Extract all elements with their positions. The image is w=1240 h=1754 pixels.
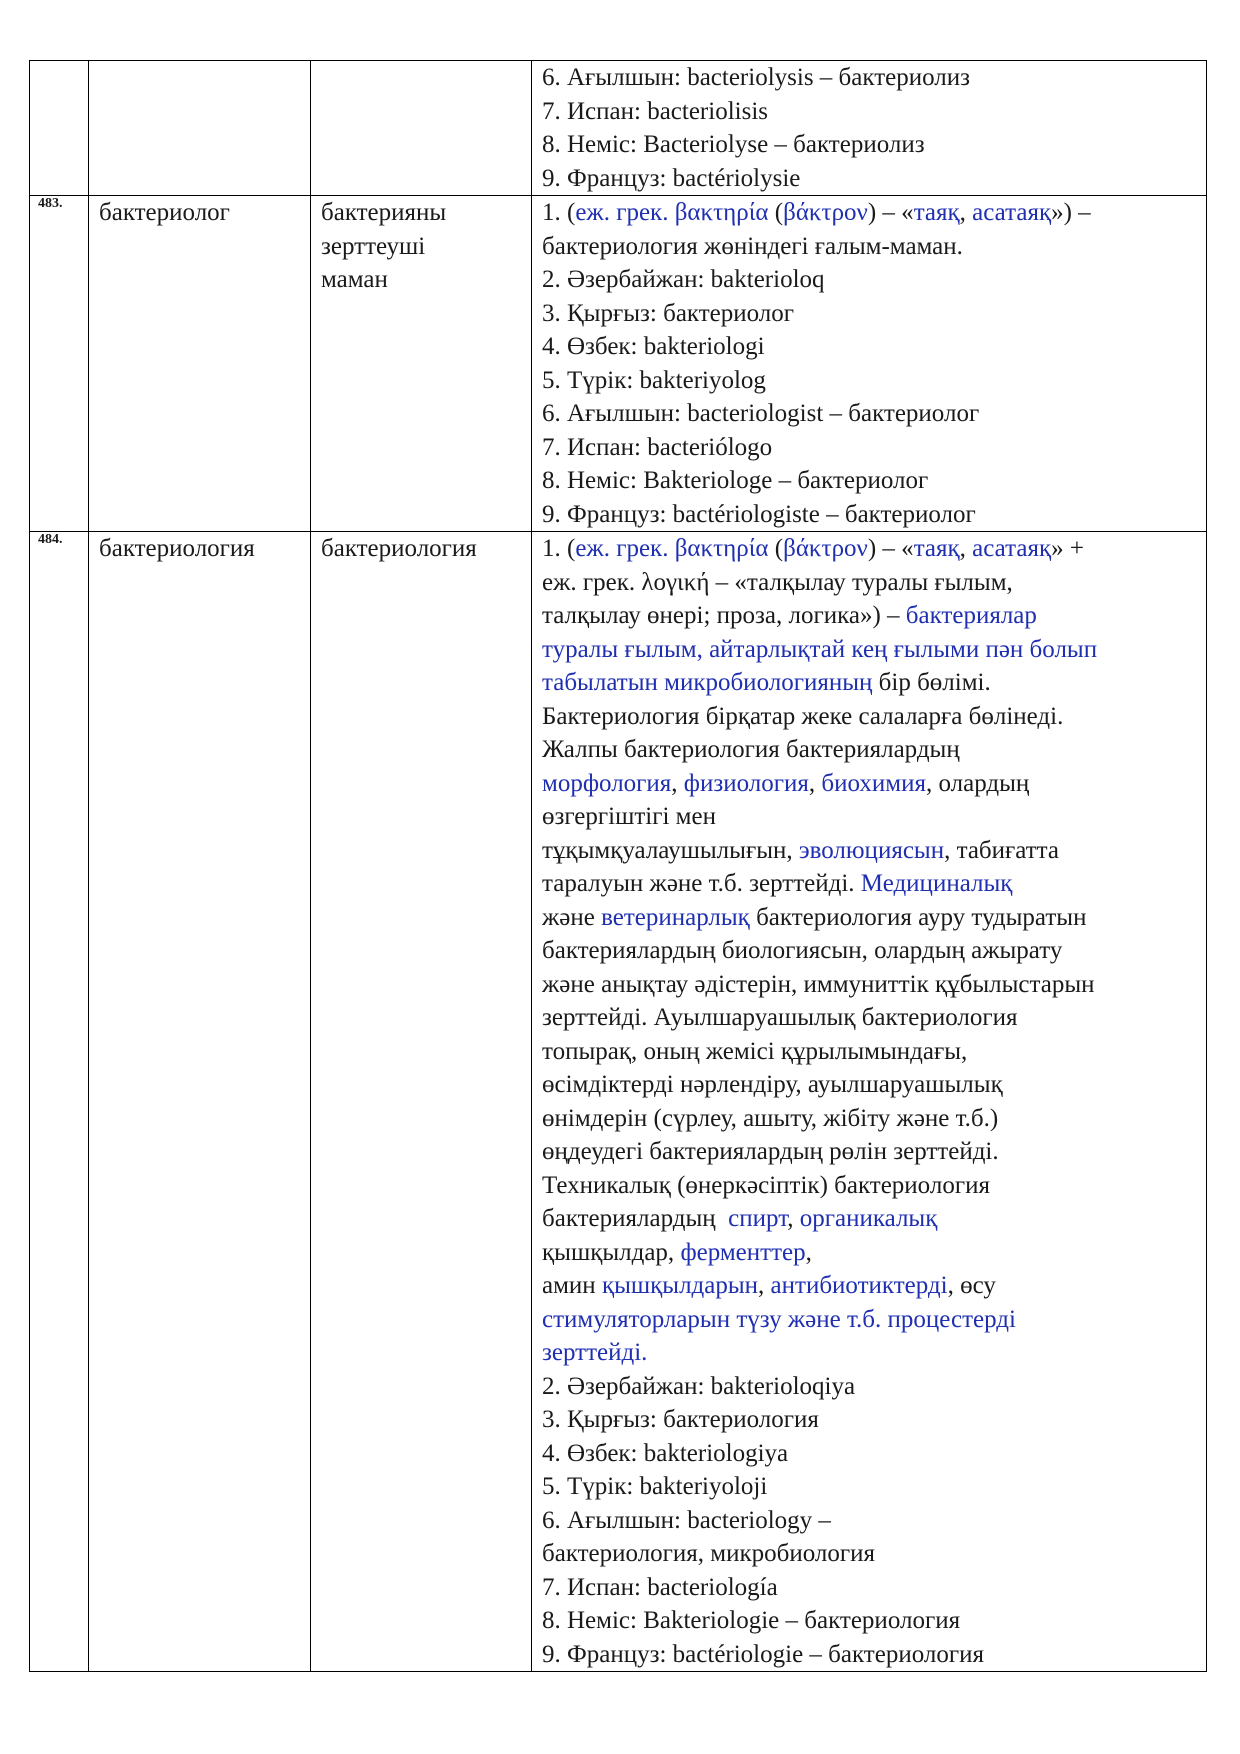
hyperlink-text[interactable]: физиология [683, 769, 809, 797]
etymology-line [542, 162, 1198, 196]
etymology-text: 8. Неміс: Bakteriologe – бактериолог [542, 467, 929, 494]
etymology-text: зерттейді. Ауылшаруашылық бактериология [542, 1004, 1018, 1031]
etymology-line [542, 196, 1198, 230]
etymology-line [542, 934, 1198, 968]
etymology-text: бактериялардың биологиясын, олардың ажырату [542, 937, 1063, 964]
etymology-text: өңдеудегі бактериялардың рөлін зерттейді. [542, 1138, 999, 1165]
hyperlink-text[interactable]: органикалық [799, 1205, 938, 1232]
etymology-text: 8. Неміс: Bacteriolyse – бактериолиз [542, 131, 925, 158]
entry-number [30, 61, 89, 196]
hyperlink-text[interactable]: асатаяқ [972, 199, 1052, 226]
definition-line: бактериология [321, 535, 477, 562]
etymology-line [542, 364, 1198, 398]
etymology-text: 3. Қырғыз: бактериология [542, 1406, 819, 1433]
etymology-text: топырақ, оның жемісі құрылымындағы, [542, 1037, 968, 1065]
etymology-line [542, 1403, 1198, 1437]
etymology-text: ( [768, 535, 784, 562]
etymology-text: 6. Ағылшын: bacteriolysis – бактериолиз [542, 64, 970, 91]
etymology-text: 8. Неміс: Bakteriologie – бактериология [542, 1607, 961, 1634]
etymology-text: тұқымқуалаушылығын, [542, 836, 799, 864]
hyperlink-text[interactable]: βάκτρον [783, 199, 868, 226]
etymology-text: өсімдіктерді нәрлендіру, ауылшаруашылық [542, 1071, 1003, 1098]
etymology-text: 4. Өзбек: bakteriologiya [542, 1439, 789, 1467]
etymology-line [542, 800, 1198, 834]
hyperlink-text[interactable]: еж. грек. βακτηρία [575, 535, 769, 562]
etymology-line [542, 297, 1198, 331]
etymology-text: бактериология ауру тудыратын [749, 903, 1087, 931]
etymology-line [542, 1236, 1198, 1270]
hyperlink-text[interactable]: таяқ [913, 199, 960, 226]
hyperlink-text[interactable]: бактериялар [905, 602, 1037, 629]
hyperlink-text[interactable]: еж. грек. βακτηρία [575, 199, 769, 226]
etymology-text: бір бөлімі. [872, 669, 991, 696]
etymology-text: , [959, 199, 973, 226]
etymology-text: және [542, 903, 602, 931]
etymology-line [542, 1035, 1198, 1069]
etymology-line [542, 1571, 1198, 1605]
etymology-text: 4. Өзбек: bakteriologi [542, 333, 765, 360]
etymology-line [542, 498, 1198, 532]
entry-term [89, 61, 311, 196]
etymology-text: , [671, 769, 684, 797]
etymology-line [542, 330, 1198, 364]
etymology-line [542, 633, 1198, 667]
etymology-line [542, 1169, 1198, 1203]
etymology-text: ) – « [867, 535, 914, 562]
etymology-line [542, 1336, 1198, 1370]
etymology-text: 1. ( [542, 199, 576, 226]
etymology-line [542, 867, 1198, 901]
etymology-text: өзгергіштігі мен [542, 803, 716, 830]
etymology-line [542, 464, 1198, 498]
definition-line: бактерияны [321, 199, 447, 226]
etymology-text: Техникалық (өнеркәсіптік) бактериология [542, 1171, 990, 1199]
etymology-line [542, 61, 1198, 95]
etymology-text: » + [1051, 535, 1084, 562]
etymology-line [542, 1135, 1198, 1169]
etymology-text: 7. Испан: bacteriolisis [542, 97, 769, 125]
etymology-line [542, 1068, 1198, 1102]
hyperlink-text[interactable]: асатаяқ [972, 535, 1052, 562]
etymology-text: 1. ( [542, 535, 576, 562]
etymology-text: , өсу [947, 1272, 996, 1299]
hyperlink-text[interactable]: эволюциясын [798, 836, 945, 864]
hyperlink-text[interactable]: ветеринарлық [601, 903, 750, 931]
etymology-line [542, 1604, 1198, 1638]
etymology-line [542, 1638, 1198, 1672]
etymology-line [542, 968, 1198, 1002]
etymology-text: Бактериология бірқатар жеке салаларға бөлінеді. [542, 702, 1064, 730]
etymology-line [542, 1504, 1198, 1538]
hyperlink-text[interactable]: таяқ [913, 535, 960, 562]
etymology-text: 3. Қырғыз: бактериолог [542, 299, 795, 327]
entry-etymology [532, 61, 1207, 196]
etymology-text: амин [542, 1272, 602, 1299]
entry-term: бактериология [89, 532, 311, 1672]
etymology-text: , табиғатта [944, 836, 1059, 864]
table-row [30, 61, 1207, 196]
etymology-text: 7. Испан: bacteriología [542, 1573, 778, 1601]
etymology-text: ) – « [867, 199, 914, 226]
hyperlink-text[interactable]: зерттейді. [542, 1339, 648, 1366]
definition-line: зерттеуші [321, 232, 426, 260]
etymology-line [542, 1102, 1198, 1136]
hyperlink-text[interactable]: морфология [542, 769, 672, 797]
etymology-text: 9. Француз: bactériologie – бактериология [542, 1640, 984, 1668]
etymology-text: Жалпы бактериология бактериялардың [542, 736, 960, 763]
hyperlink-text[interactable]: ферменттер [680, 1238, 806, 1266]
table-row [30, 196, 1207, 532]
etymology-line [542, 1269, 1198, 1303]
etymology-line [542, 1537, 1198, 1571]
hyperlink-text[interactable]: Медициналық [860, 870, 1013, 897]
hyperlink-text[interactable]: биохимия [821, 769, 926, 797]
etymology-text: 9. Француз: bactériolysie [542, 164, 801, 192]
etymology-text: талқылау өнері; проза, логика») – [542, 602, 906, 629]
etymology-text: қышқылдар, [542, 1238, 681, 1266]
etymology-text: , [758, 1272, 771, 1299]
hyperlink-text[interactable]: стимуляторларын түзу және т.б. процестерді [542, 1305, 1016, 1333]
entry-etymology [532, 196, 1207, 532]
etymology-text: бактериология, микробиология [542, 1540, 876, 1567]
etymology-line [542, 566, 1198, 600]
etymology-line [542, 767, 1198, 801]
etymology-text: , [808, 769, 822, 797]
entry-definition [311, 61, 532, 196]
etymology-line [542, 700, 1198, 734]
entry-number: 484. [30, 532, 89, 1672]
etymology-text: 2. Әзербайжан: bakterioloqiya [542, 1372, 856, 1400]
dictionary-body [30, 61, 1207, 1672]
etymology-line [542, 1303, 1198, 1337]
dictionary-table [29, 60, 1207, 1672]
etymology-line [542, 1370, 1198, 1404]
etymology-line [542, 128, 1198, 162]
entry-definition [311, 196, 532, 532]
hyperlink-text[interactable]: табылатын микробиологияның [542, 669, 873, 696]
etymology-text: бактериялардың [542, 1205, 729, 1232]
etymology-line [542, 532, 1198, 566]
etymology-text: , [805, 1238, 812, 1266]
etymology-line [542, 397, 1198, 431]
hyperlink-text[interactable]: антибиотиктерді [770, 1272, 948, 1299]
hyperlink-text[interactable]: туралы ғылым, айтарлықтай кең ғылыми пән болып [542, 635, 1098, 663]
etymology-text: 9. Француз: bactériologiste – бактериолог [542, 500, 976, 528]
etymology-line [542, 431, 1198, 465]
etymology-text: , [787, 1205, 800, 1232]
etymology-text: еж. грек. λογική – «талқылау туралы ғылым, [542, 568, 1013, 596]
entry-etymology [532, 532, 1207, 1672]
etymology-line [542, 666, 1198, 700]
etymology-text: 6. Ағылшын: bacteriology – [542, 1506, 831, 1534]
entry-definition [311, 532, 532, 1672]
etymology-line [542, 901, 1198, 935]
etymology-text: өнімдерін (сүрлеу, ашыту, жібіту және т.б.) [542, 1104, 999, 1132]
etymology-line [542, 95, 1198, 129]
etymology-line [542, 230, 1198, 264]
etymology-line [542, 1202, 1198, 1236]
etymology-line [542, 1470, 1198, 1504]
hyperlink-text[interactable]: спирт [728, 1205, 788, 1232]
etymology-text: 2. Әзербайжан: bakterioloq [542, 266, 825, 293]
etymology-text: 6. Ағылшын: bacteriologist – бактериолог [542, 400, 980, 427]
etymology-text: бактериология жөніндегі ғалым-маман. [542, 232, 963, 260]
hyperlink-text[interactable]: βάκτρον [783, 535, 868, 562]
hyperlink-text[interactable]: қышқылдарын [601, 1272, 759, 1299]
entry-term: бактериолог [89, 196, 311, 532]
etymology-text: , [959, 535, 973, 562]
etymology-text: және анықтау әдістерін, иммуниттік құбылыстарын [542, 970, 1095, 998]
etymology-text: таралуын және т.б. зерттейді. [542, 870, 861, 897]
etymology-line [542, 263, 1198, 297]
etymology-line [542, 1001, 1198, 1035]
table-row [30, 532, 1207, 1672]
etymology-line [542, 834, 1198, 868]
etymology-line [542, 599, 1198, 633]
definition-line: маман [321, 266, 388, 293]
etymology-text: , олардың [925, 769, 1030, 797]
etymology-text: ») – [1051, 199, 1091, 226]
etymology-text: ( [768, 199, 784, 226]
etymology-text: 5. Түрік: bakteriyoloji [542, 1473, 768, 1500]
etymology-line [542, 1437, 1198, 1471]
entry-number: 483. [30, 196, 89, 532]
etymology-text: 5. Түрік: bakteriyolog [542, 366, 766, 394]
etymology-text: 7. Испан: bacteriólogo [542, 433, 773, 461]
etymology-line [542, 733, 1198, 767]
